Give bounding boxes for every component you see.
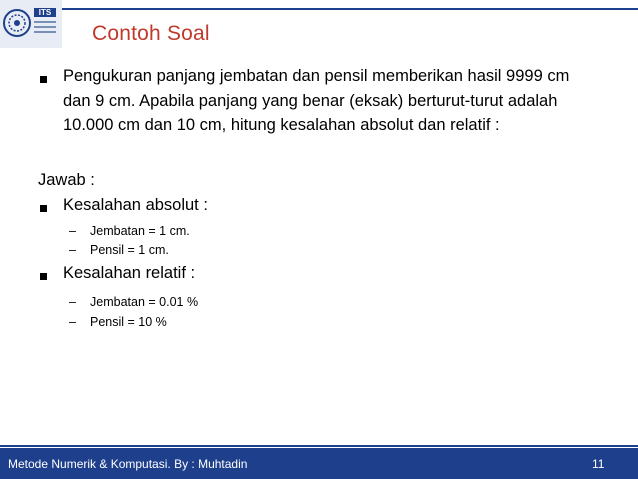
relative-item-1: Jembatan = 0.01 %: [90, 295, 199, 309]
bullet-square-icon: [40, 273, 47, 280]
dash-icon: –: [69, 315, 76, 329]
question-line-2: dan 9 cm. Apabila panjang yang benar (eksak) berturut-turut adalah: [63, 92, 558, 110]
absolute-item-1: Jembatan = 1 cm.: [90, 224, 190, 238]
question-line-3: 10.000 cm dan 10 cm, hitung kesalahan absolut dan relatif :: [63, 116, 500, 134]
absolute-item-2: Pensil = 1 cm.: [90, 243, 169, 257]
question-line-1: Pengukuran panjang jembatan dan pensil memberikan hasil 9999 cm: [63, 67, 570, 85]
bullet-square-icon: [40, 205, 47, 212]
dash-icon: –: [69, 295, 76, 309]
footer-course-author: Metode Numerik & Komputasi. By : Muhtadin: [8, 457, 248, 471]
relative-heading: Kesalahan relatif :: [63, 264, 196, 282]
dash-icon: –: [69, 243, 76, 257]
slide-footer: [0, 448, 638, 479]
footer-divider: [0, 445, 638, 447]
dash-icon: –: [69, 224, 76, 238]
page-number: 11: [592, 457, 605, 471]
answer-label: Jawab :: [38, 171, 95, 189]
its-label: ITS: [34, 8, 56, 17]
bullet-square-icon: [40, 76, 47, 83]
absolute-heading: Kesalahan absolut :: [63, 196, 208, 214]
slide-title: Contoh Soal: [92, 22, 210, 45]
relative-item-2: Pensil = 10 %: [90, 315, 167, 329]
